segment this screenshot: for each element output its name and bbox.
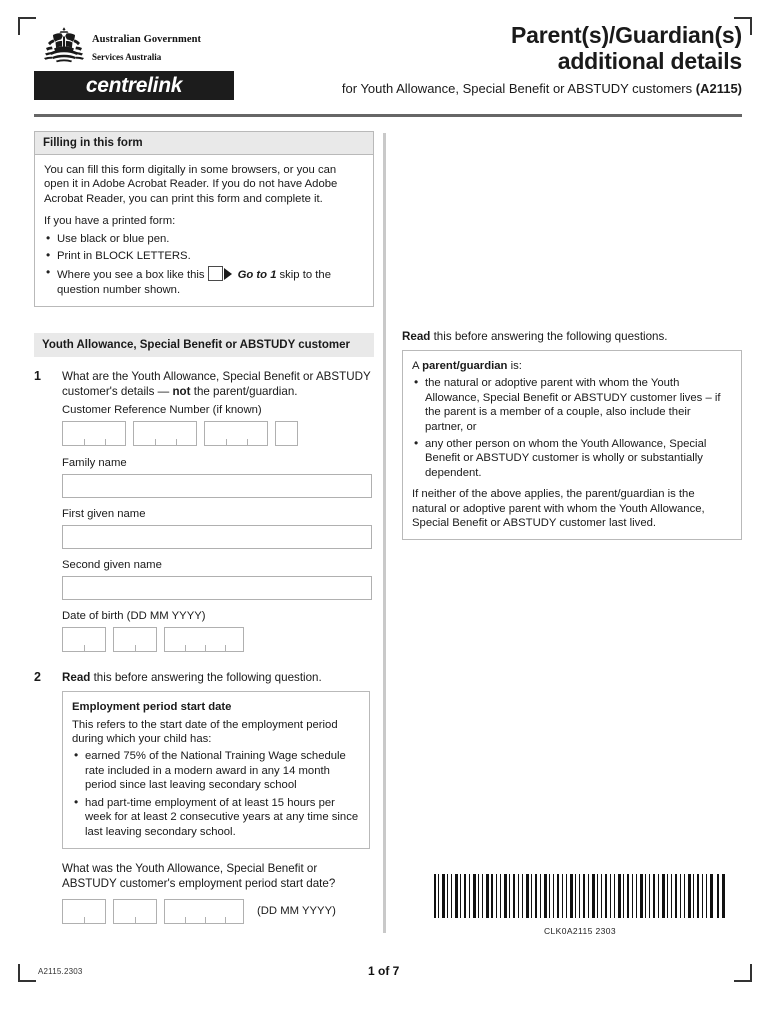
page-footer — [34, 942, 742, 982]
cell-tick — [205, 917, 206, 923]
dob-year-input[interactable] — [164, 627, 244, 652]
parent-guardian-read-lead — [402, 329, 742, 344]
question-1 — [34, 369, 374, 652]
parent-guardian-intro-prefix: A — [412, 360, 423, 372]
column-divider — [383, 133, 386, 933]
cell-tick — [176, 439, 177, 445]
question-1-number: 1 — [34, 369, 41, 384]
agency-branding — [34, 24, 264, 100]
employment-start-date-input-row — [62, 899, 374, 924]
section-header-youth-allowance: Youth Allowance, Special Benefit or ABSTUDY customer — [34, 333, 374, 357]
parent-guardian-read-emphasis: Read — [402, 330, 431, 343]
employment-start-month-input[interactable] — [113, 899, 157, 924]
question-1-text-part-1: What are the Youth Allowance, Special Benefit or ABSTUDY customer's details — — [62, 370, 371, 399]
form-title-line-1: Parent(s)/Guardian(s) — [511, 22, 742, 48]
family-name-label: Family name — [62, 457, 127, 470]
right-column — [402, 131, 742, 540]
dob-day-input[interactable] — [62, 627, 106, 652]
cell-tick — [84, 439, 85, 445]
parent-guardian-bullet-list — [412, 376, 732, 480]
cell-tick — [105, 439, 106, 445]
employment-period-info-box — [62, 691, 370, 849]
employment-start-day-input[interactable] — [62, 899, 106, 924]
barcode-caption: CLK0A2115 2303 — [543, 926, 617, 936]
question-2-lead — [62, 670, 374, 685]
question-1-emphasis: not — [172, 385, 191, 399]
form-subtitle-text: for Youth Allowance, Special Benefit or ABSTUDY customers — [341, 81, 696, 96]
parent-guardian-intro-term: parent/guardian — [422, 360, 508, 372]
second-given-name-label: Second given name — [62, 559, 162, 572]
cell-tick — [225, 917, 226, 923]
question-2-lead-rest: this before answering the following question. — [90, 671, 322, 685]
footer-page-number: 1 of 7 — [368, 964, 400, 978]
crn-segment-2[interactable] — [133, 421, 197, 446]
centrelink-logo — [34, 71, 234, 100]
agency-wordmark — [92, 24, 264, 65]
goto-bullet-suffix: skip to the question number shown. — [57, 269, 331, 296]
filling-in-paragraph-1: You can fill this form digitally in some browsers, or you can open it in Adobe Acrobat Reader. If you do not have Adobe Acrobat Reader, you can print this form and complete it. — [44, 164, 338, 205]
employment-start-year-input[interactable] — [164, 899, 244, 924]
cell-tick — [185, 645, 186, 651]
list-item: • any other person on whom the Youth Allowance, Special Benefit or ABSTUDY customer is wholly or substantially dependent. — [412, 437, 732, 480]
second-given-name-input[interactable] — [62, 576, 372, 600]
cell-tick — [135, 645, 136, 651]
barcode-block — [430, 874, 730, 936]
cell-tick — [135, 917, 136, 923]
first-given-name-input[interactable] — [62, 525, 372, 549]
filling-in-this-form-body — [35, 155, 373, 306]
crn-segment-1[interactable] — [62, 421, 126, 446]
goto-checkbox-icon — [208, 266, 223, 281]
cell-tick — [84, 917, 85, 923]
parent-guardian-intro — [412, 359, 732, 373]
question-1-text-part-2: the parent/guardian. — [190, 385, 298, 399]
question-2-text: What was the Youth Allowance, Special Benefit or ABSTUDY customer's employment period start date? — [62, 861, 336, 890]
crn-segment-3[interactable] — [204, 421, 268, 446]
parent-guardian-definition-box — [402, 350, 742, 540]
list-item: • the natural or adoptive parent with whom the Youth Allowance, Special Benefit or ABSTUDY customer lives – if the parent is a member of a couple, also include their partner, or — [412, 376, 732, 434]
form-title-block — [272, 22, 742, 97]
first-given-name-label: First given name — [62, 508, 146, 521]
list-item: • had part-time employment of at least 15 hours per week for at least 2 consecutive years at any time since last leaving secondary school. — [72, 796, 360, 839]
list-item: • Print in BLOCK LETTERS. — [44, 249, 364, 263]
agency-name-line-2: Services Australia — [92, 52, 162, 62]
list-item-goto — [44, 266, 364, 297]
footer-form-code: A2115.2303 — [38, 967, 83, 976]
cell-tick — [247, 439, 248, 445]
goto-bullet-prefix: Where you see a box like this — [57, 269, 205, 282]
cell-tick — [225, 645, 226, 651]
employment-period-box-intro: This refers to the start date of the employment period during which your child has: — [72, 718, 338, 746]
parent-guardian-definition-body — [403, 351, 741, 539]
employment-period-bullet-list — [72, 749, 360, 838]
employment-period-box-heading: Employment period start date — [72, 701, 232, 714]
cell-tick — [185, 917, 186, 923]
goto-arrow-icon — [224, 268, 232, 280]
family-name-input[interactable] — [62, 474, 372, 498]
date-of-birth-input-row — [62, 627, 374, 652]
form-code: (A2115) — [695, 81, 742, 96]
filling-in-this-form-heading: Filling in this form — [35, 132, 373, 155]
form-page — [34, 22, 742, 982]
question-1-text — [62, 369, 374, 399]
cell-tick — [155, 439, 156, 445]
list-item: • Use black or blue pen. — [44, 232, 364, 246]
cell-tick — [84, 645, 85, 651]
cell-tick — [226, 439, 227, 445]
employment-start-date-format-hint: (DD MM YYYY) — [257, 904, 336, 917]
filling-in-this-form-box — [34, 131, 374, 307]
form-title-line-2: additional details — [557, 48, 742, 74]
question-2 — [34, 670, 374, 924]
form-subtitle — [272, 80, 742, 97]
employment-period-box-body — [63, 692, 369, 848]
question-2-number: 2 — [34, 670, 41, 685]
page-header — [34, 22, 742, 108]
parent-guardian-intro-suffix: is: — [507, 360, 522, 372]
filling-in-paragraph-2: If you have a printed form: — [44, 215, 176, 228]
question-2-lead-emphasis: Read — [62, 671, 91, 685]
crn-label: Customer Reference Number (if known) — [62, 404, 262, 417]
australian-coat-of-arms-icon — [42, 25, 86, 65]
centrelink-logo-text: centrelink — [85, 73, 183, 97]
header-divider-rule — [34, 114, 742, 117]
goto-label: Go to 1 — [237, 269, 277, 282]
agency-name-line-1: Australian Government — [92, 34, 202, 45]
parent-guardian-closing: If neither of the above applies, the parent/guardian is the natural or adoptive parent with whom the Youth Allowance, Special Benefit or ABSTUDY customer last lived. — [412, 488, 705, 530]
date-of-birth-label: Date of birth (DD MM YYYY) — [62, 610, 206, 623]
crn-segment-4[interactable] — [275, 421, 298, 446]
goto-box-icon — [208, 266, 232, 281]
crn-input-row — [62, 421, 374, 446]
barcode-image — [432, 874, 728, 918]
form-body — [34, 131, 742, 951]
filling-in-bullet-list — [44, 232, 364, 298]
dob-month-input[interactable] — [113, 627, 157, 652]
cell-tick — [205, 645, 206, 651]
list-item: • earned 75% of the National Training Wage schedule rate included in a modern award in any 14 month period since last leaving secondary school — [72, 749, 360, 792]
parent-guardian-read-rest: this before answering the following questions. — [430, 330, 668, 343]
left-column — [34, 131, 374, 934]
